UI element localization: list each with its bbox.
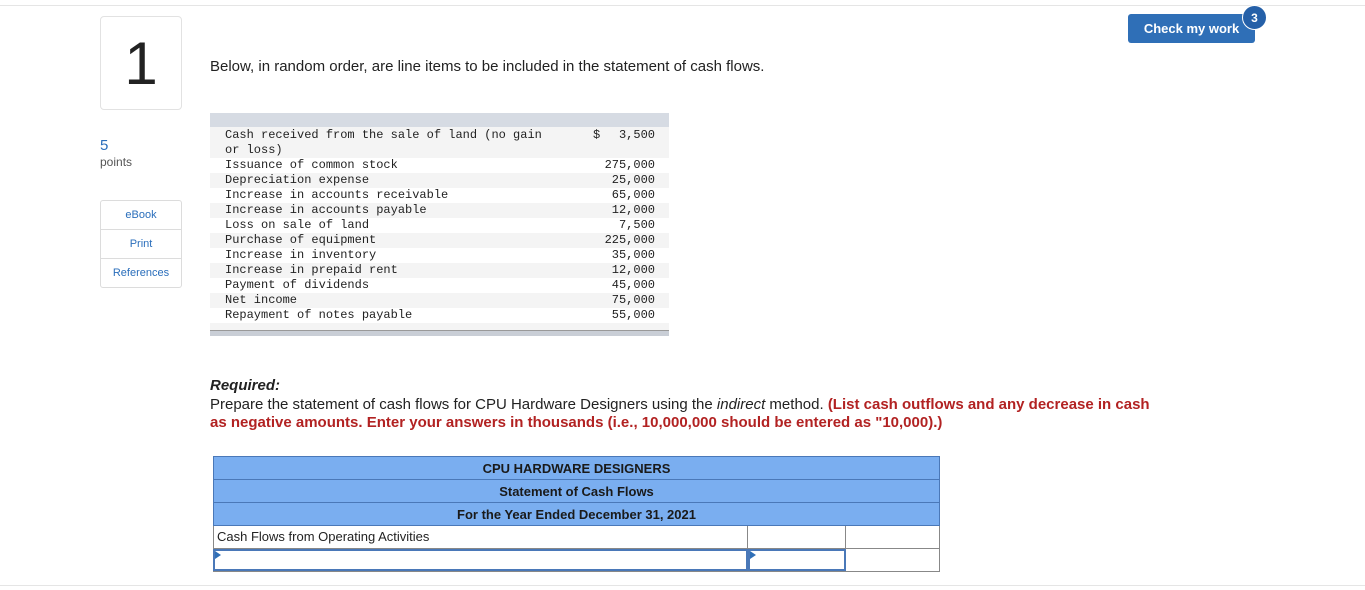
line-item-row <box>210 188 669 203</box>
line-item-row <box>210 158 669 173</box>
total-cell <box>846 526 940 548</box>
line-item-amount: 55,000 <box>611 308 655 322</box>
line-item-label: Purchase of equipment <box>225 233 377 247</box>
total-cell <box>846 549 940 571</box>
line-item-row <box>210 293 669 308</box>
amount-cell <box>748 526 846 548</box>
points-label: points <box>100 155 133 169</box>
statement-input-row <box>213 549 940 572</box>
line-item-label: Increase in inventory <box>225 248 377 262</box>
line-item-amount: 12,000 <box>611 203 655 217</box>
line-item-amount: 45,000 <box>611 278 655 292</box>
line-item-label: Repayment of notes payable <box>225 308 413 322</box>
line-item-label: Cash received from the sale of land (no gain or loss) <box>225 128 542 157</box>
line-item-label: Increase in accounts receivable <box>225 188 449 202</box>
line-item-label: Payment of dividends <box>225 278 370 292</box>
required-title: Required: <box>210 377 281 394</box>
line-item-row <box>210 278 669 293</box>
dollar-sign: $ <box>593 128 601 142</box>
line-item-row <box>210 308 669 323</box>
top-divider <box>0 5 1365 6</box>
intro-text: Below, in random order, are line items to be included in the statement of cash flows. <box>210 58 765 75</box>
line-item-label: Depreciation expense <box>225 173 370 187</box>
references-link[interactable]: References <box>101 258 181 287</box>
line-items-table <box>210 113 669 336</box>
line-item-amount: 65,000 <box>611 188 655 202</box>
ebook-link[interactable]: eBook <box>125 209 157 221</box>
cash-flow-statement <box>213 457 940 572</box>
required-text-part: Prepare the statement of cash flows for CPU Hardware Designers using the <box>210 396 717 413</box>
required-text-part: method. <box>765 396 828 413</box>
line-item-amount: 35,000 <box>611 248 655 262</box>
operating-activities-label: Cash Flows from Operating Activities <box>213 526 748 548</box>
line-item-amount: 12,000 <box>611 263 655 277</box>
line-item-row <box>210 263 669 278</box>
required-text-emphasis: indirect <box>716 396 766 413</box>
dropdown-marker-icon <box>750 551 756 559</box>
dropdown-marker-icon <box>215 551 221 559</box>
statement-title: Statement of Cash Flows <box>213 479 940 503</box>
required-text-warning: (List cash outflows and any decrease in cash as negative amounts. Enter your answers in thousands (i.e., 10,000,000 should be entered as "10,000).) <box>210 396 1150 431</box>
question-number: 1 <box>100 16 182 110</box>
line-item-amount: 225,000 <box>604 233 655 247</box>
line-item-amount <box>581 128 669 158</box>
line-item-label: Increase in prepaid rent <box>225 263 398 277</box>
line-item-amount: 275,000 <box>604 158 655 172</box>
line-items-footer <box>210 330 669 336</box>
statement-period: For the Year Ended December 31, 2021 <box>213 502 940 526</box>
line-item-label: Increase in accounts payable <box>225 203 427 217</box>
line-item-row <box>210 173 669 188</box>
print-link[interactable]: Print <box>101 229 181 258</box>
line-item-row <box>210 248 669 263</box>
line-item-amount: 75,000 <box>611 293 655 307</box>
line-items-header <box>210 113 669 127</box>
amount-input[interactable] <box>748 549 846 571</box>
bottom-divider <box>0 585 1365 586</box>
statement-company: CPU HARDWARE DESIGNERS <box>213 456 940 480</box>
resource-links <box>100 200 182 288</box>
line-item-row <box>210 233 669 248</box>
statement-section-row <box>213 526 940 549</box>
amount-value: 3,500 <box>618 128 655 142</box>
line-item-label: Issuance of common stock <box>225 158 398 172</box>
line-item-amount: 7,500 <box>618 218 655 232</box>
line-item-amount: 25,000 <box>611 173 655 187</box>
required-instructions <box>210 396 1160 432</box>
line-items-list <box>210 128 669 323</box>
line-item-label: Net income <box>225 293 298 307</box>
points-value: 5 <box>100 137 109 154</box>
line-item-input[interactable] <box>213 549 748 571</box>
line-item-row <box>210 128 669 158</box>
line-item-label: Loss on sale of land <box>225 218 370 232</box>
line-item-row <box>210 218 669 233</box>
check-my-work-button[interactable]: Check my work <box>1128 14 1255 43</box>
line-item-row <box>210 203 669 218</box>
attempts-badge: 3 <box>1242 5 1267 30</box>
